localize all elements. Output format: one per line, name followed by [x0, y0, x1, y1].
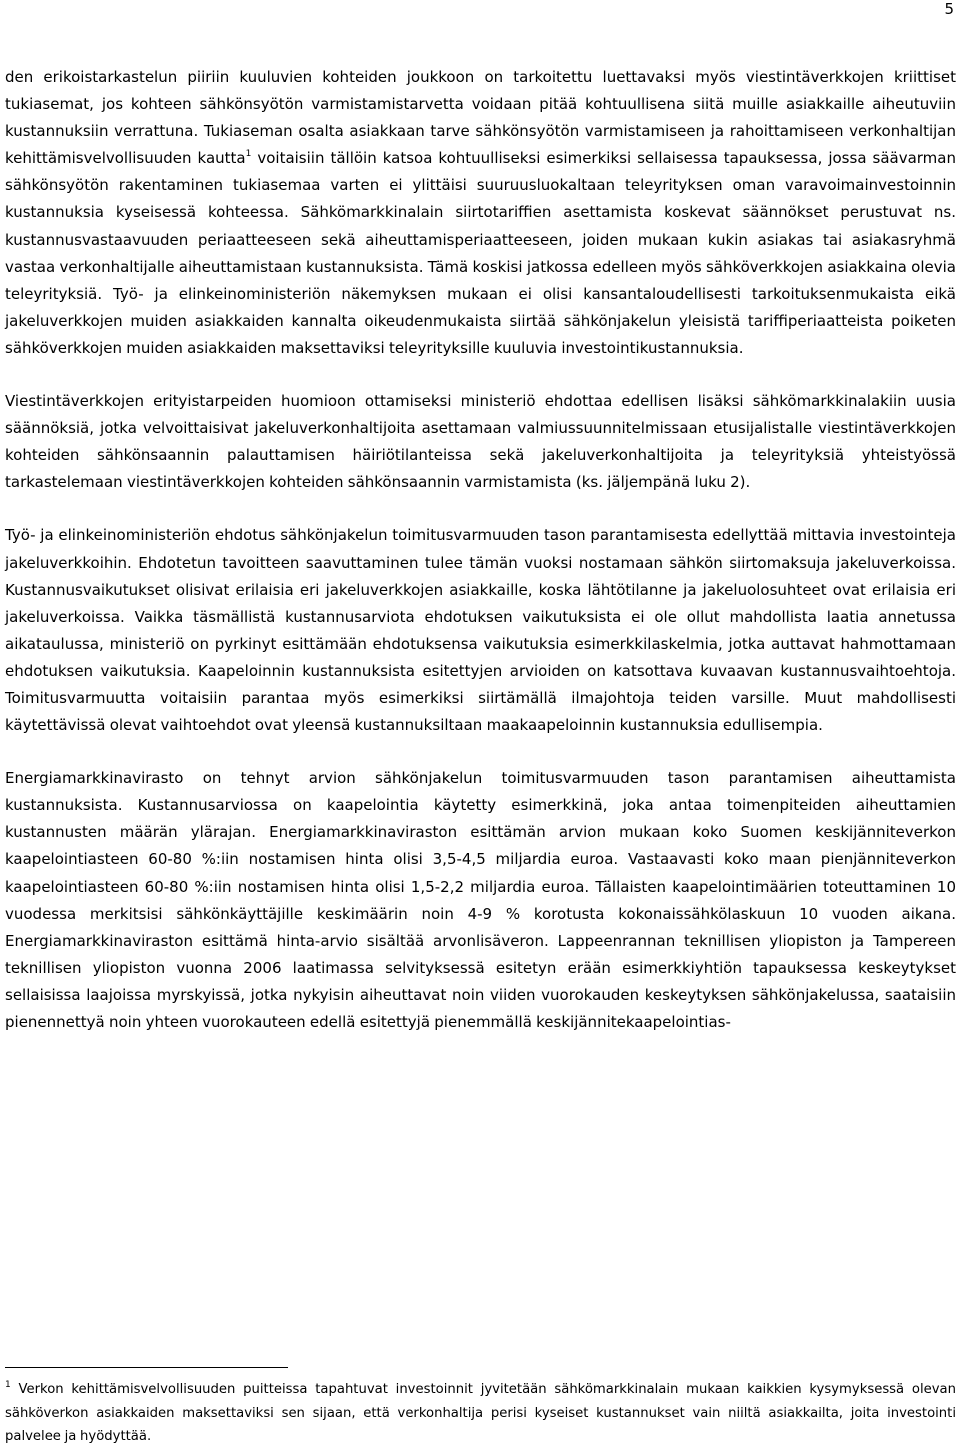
footnote-text: Verkon kehittämisvelvollisuuden puitteissa tapahtuvat investoinnit jyvitetään sähkömarkkinalain mukaan kaikkien kysymyksessä olevan sähköverkon asiakkaiden maksettaviksi sen sijaan, että verkonhaltija perisi kyseiset kustannukset vain niiltä asiakkailta, joita investointi palvelee ja hyödyttää. [5, 1382, 956, 1444]
body-text [5, 64, 956, 1036]
page-number: 5 [944, 0, 954, 18]
footnote-separator [5, 1367, 288, 1368]
paragraph-1 [5, 64, 956, 362]
paragraph-1-text-after-note: voitaisiin tällöin katsoa kohtuulliseksi esimerkiksi sellaisessa tapauksessa, jossa säävarman sähkönsyötön rakentaminen tukiasemaa varten ei ylittäisi suuruusluokaltaan teleyrityksen oman varavoimainvestoinnin kustannuksia kyseisessä kohteessa. Sähkömarkkinalain siirtotariffien asettamista koskevat säännökset perustuvat ns. kustannusvastaavuuden periaatteeseen sekä aiheuttamisperiaatteeseen, joiden mukaan kukin asiakas tai asiakasryhmä vastaa verkonhaltijalle aiheuttamistaan kustannuksista. Tämä koskisi jatkossa edelleen myös sähköverkkojen asiakkaina olevia teleyrityksiä. Työ- ja elinkeinoministeriön näkemyksen mukaan ei olisi kansantaloudellisesti tarkoituksenmukaista eikä jakeluverkkojen muiden asiakkaiden kannalta oikeudenmukaista siirtää sähkönjakelun yleisistä tariffiperiaatteista poiketen sähköverkkojen muiden asiakkaiden maksettaviksi teleyrityksille kuuluvia investointikustannuksia. [5, 149, 956, 357]
paragraph-4: Energiamarkkinavirasto on tehnyt arvion sähkönjakelun toimitusvarmuuden tason parantamisen aiheuttamista kustannuksista. Kustannusarviossa on kaapelointia käytetty esimerkkinä, joka antaa toimenpiteiden aiheuttamien kustannusten määrän ylärajan. Energiamarkkinaviraston esittämän arvion mukaan koko Suomen keskijänniteverkon kaapelointiasteen 60-80 %:iin nostamisen hinta olisi 3,5-4,5 miljardia euroa. Vastaavasti koko maan pienjänniteverkon kaapelointiasteen 60-80 %:iin nostamisen hinta olisi 1,5-2,2 miljardia euroa. Tällaisten kaapelointimäärien toteuttaminen 10 vuodessa merkitsisi sähkönkäyttäjille keskimäärin noin 4-9 % korotusta kokonaissähkölaskuun 10 vuoden aikana. Energiamarkkinaviraston esittämä hinta-arvio sisältää arvonlisäveron. Lappeenrannan teknillisen yliopiston ja Tampereen teknillisen yliopiston vuonna 2006 laatimassa selvityksessä esitetyn erään esimerkkiyhtiön tapauksessa keskeytykset sellaisissa laajoissa myrskyissä, jotka nykyisin aiheuttavat noin viiden vuorokauden keskeytyksen sähkönjakelussa, saataisiin pienennettyä noin yhteen vuorokauteen edellä esitettyjä pienemmällä keskijännitekaapelointias- [5, 769, 956, 1031]
footnote [5, 1378, 956, 1449]
paragraph-2: Viestintäverkkojen erityistarpeiden huomioon ottamiseksi ministeriö ehdottaa edellisen lisäksi sähkömarkkinalakiin uusia säännöksiä, jotka velvoittaisivat jakeluverkonhaltijoita asettamaan valmiussuunnitelmissaan etusijalistalle viestintäverkkojen kohteiden sähkönsaannin palauttamisen häiriötilanteissa sekä jakeluverkonhaltijoita ja teleyrityksiä yhteistyössä tarkastelemaan viestintäverkkojen kohteiden sähkönsaannin varmistamista (ks. jäljempänä luku 2). [5, 392, 956, 492]
paragraph-1-text-before-note: den erikoistarkastelun piiriin kuuluvien kohteiden joukkoon on tarkoitettu luettavaksi myös viestintäverkkojen kriittiset tukiasemat, jos kohteen sähkönsyötön varmistamistarvetta voidaan pitää kohtuullisena siitä muille asiakkaille aiheutuviin kustannuksiin verrattuna. Tukiaseman osalta asiakkaan tarve sähkönsyötön varmistamiseen ja rahoittamiseen verkonhaltijan kehittämisvelvollisuuden kautta [5, 68, 956, 168]
footnote-reference: 1 [245, 149, 252, 160]
footnote-marker: 1 [5, 1380, 11, 1390]
paragraph-3: Työ- ja elinkeinoministeriön ehdotus sähkönjakelun toimitusvarmuuden tason parantamisesta edellyttää mittavia investointeja jakeluverkkoihin. Ehdotetun tavoitteen saavuttaminen tulee tämän vuoksi nostamaan sähkön siirtomaksuja jakeluverkoissa. Kustannusvaikutukset olisivat erilaisia eri jakeluverkkojen asiakkaille, koska lähtötilanne ja jakeluolosuhteet ovat erilaisia eri jakeluverkoissa. Vaikka täsmällistä kustannusarviota ehdotuksen vaikutuksista ei ole ollut mahdollista laatia annetussa aikataulussa, ministeriö on pyrkinyt esittämään ehdotuksensa vaikutuksia esimerkkilaskelmia, jotka auttavat hahmottamaan ehdotuksen vaikutuksia. Kaapeloinnin kustannuksista esitettyjen arvioiden on katsottava kuvaavan kustannusvaihtoehtoja. Toimitusvarmuutta voitaisiin parantaa myös esimerkiksi siirtämällä ilmajohtoja teiden varsille. Muut mahdollisesti käytettävissä olevat vaihtoehdot ovat yleensä kustannuksiltaan maakaapeloinnin kustannuksia edullisempia. [5, 526, 956, 735]
